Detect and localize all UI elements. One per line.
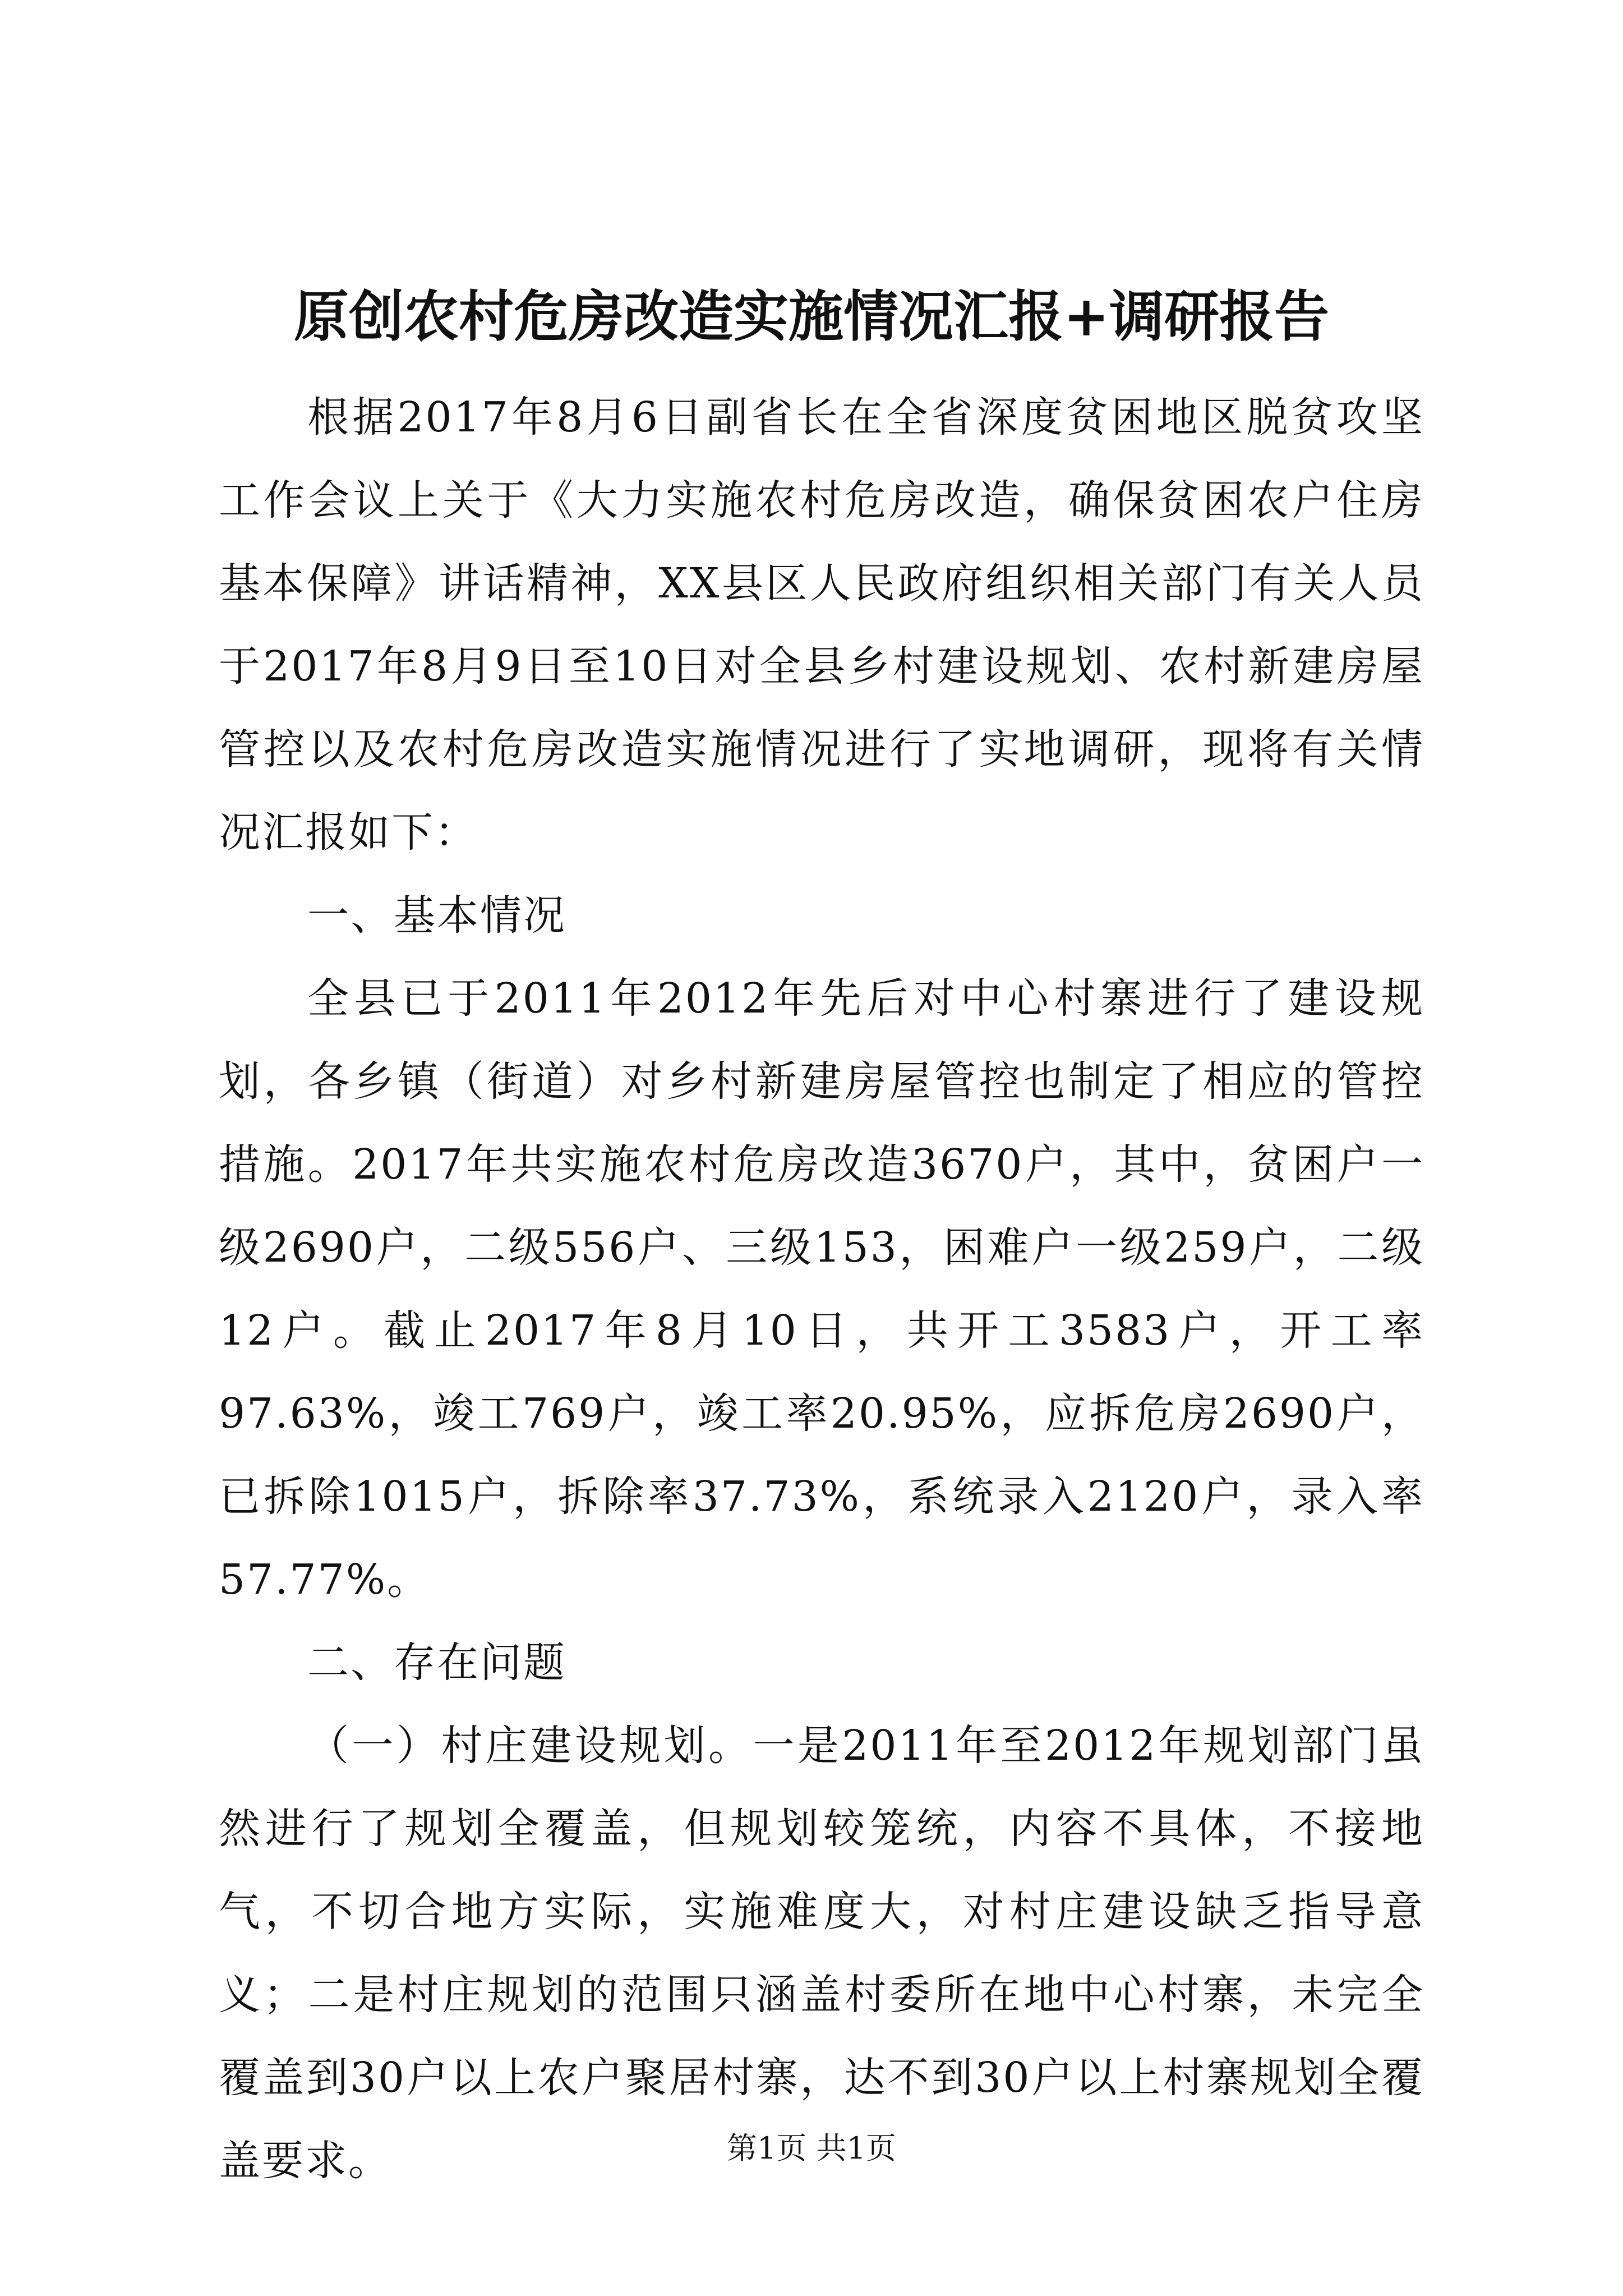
document-body [219, 376, 1424, 2202]
document-title: 原创农村危房改造实施情况汇报+调研报告 [293, 284, 1330, 349]
paragraph-village-planning: （一）村庄建设规划。一是2011年至2012年规划部门虽然进行了规划全覆盖，但规划较笼统，内容不具体，不接地气，不切合地方实际，实施难度大，对村庄建设缺乏指导意义；二是村庄规划的范围只涵盖村委所在地中心村寨，未完全覆盖到30户以上农户聚居村寨，达不到30户以上村寨规划全覆盖要求。 [219, 1722, 1424, 2185]
paragraph-basic-situation: 全县已于2011年2012年先后对中心村寨进行了建设规划，各乡镇（街道）对乡村新建房屋管控也制定了相应的管控措施。2017年共实施农村危房改造3670户，其中，贫困户一级2690户，二级556户、三级153，困难户一级259户，二级12户。截止2017年8月10日，共开工3583户，开工率97.63%，竣工769户，竣工率20.95%，应拆危房2690户，已拆除1015户，拆除率37.73%，系统录入2120户，录入率57.77%。 [219, 974, 1424, 1604]
paragraph-intro: 根据2017年8月6日副省长在全省深度贫困地区脱贫攻坚工作会议上关于《大力实施农村危房改造，确保贫困农户住房基本保障》讲话精神，XX县区人民政府组织相关部门有关人员于2017年8月9日至10日对全县乡村建设规划、农村新建房屋管控以及农村危房改造实施情况进行了实地调研，现将有关情况汇报如下： [219, 393, 1424, 857]
page-footer: 第1页 共1页 [727, 2131, 896, 2166]
section-heading-existing-problems: 二、存在问题 [307, 1639, 566, 1687]
section-heading-basic-situation: 一、基本情况 [307, 891, 566, 940]
